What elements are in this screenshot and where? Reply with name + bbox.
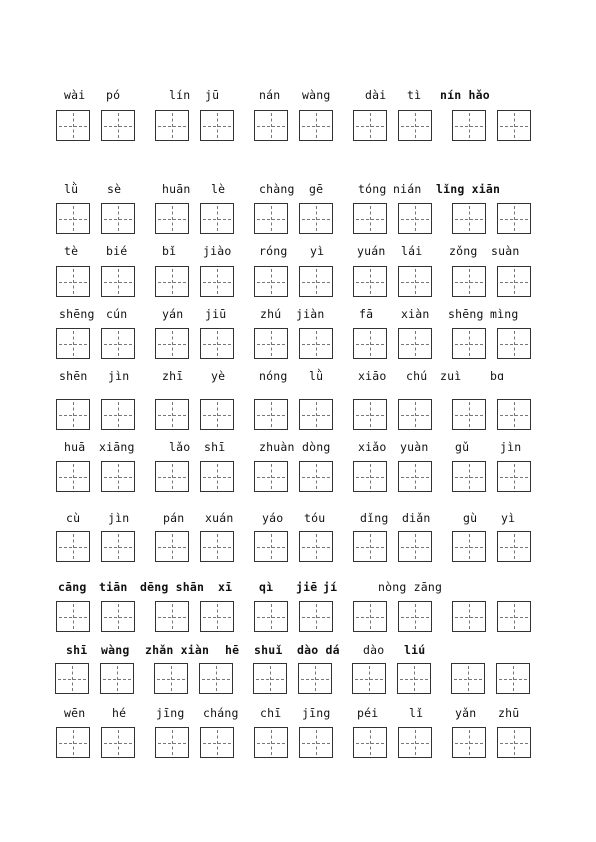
- pinyin-label: yuán: [357, 244, 386, 258]
- writing-box: [452, 203, 486, 234]
- writing-box: [352, 663, 386, 694]
- writing-box: [101, 110, 135, 141]
- writing-box: [199, 663, 233, 694]
- pinyin-label: wàng: [302, 88, 331, 102]
- pinyin-label: dǐng: [360, 511, 389, 525]
- writing-box: [56, 110, 90, 141]
- pinyin-label: yè: [211, 369, 226, 383]
- pinyin-label: zhuàn: [259, 440, 295, 454]
- writing-box: [452, 727, 486, 758]
- writing-box: [299, 461, 333, 492]
- pinyin-label: tiān: [99, 580, 128, 594]
- writing-box: [254, 727, 288, 758]
- writing-box: [56, 203, 90, 234]
- writing-box: [398, 727, 432, 758]
- writing-box: [299, 531, 333, 562]
- writing-box: [497, 727, 531, 758]
- pinyin-label: jìn: [108, 511, 130, 525]
- writing-box: [101, 328, 135, 359]
- writing-box: [353, 727, 387, 758]
- pinyin-label: jiē: [296, 580, 318, 594]
- pinyin-label: zhū: [498, 706, 520, 720]
- pinyin-label: yǎn: [455, 706, 477, 720]
- pinyin-label: pó: [106, 88, 121, 102]
- pinyin-label: jū: [205, 88, 220, 102]
- writing-box: [254, 531, 288, 562]
- pinyin-label: zhǎn xiàn: [145, 643, 210, 657]
- writing-box: [56, 266, 90, 297]
- writing-box: [353, 531, 387, 562]
- pinyin-label: huān: [162, 182, 191, 196]
- pinyin-label: wàng: [101, 643, 130, 657]
- writing-box: [254, 328, 288, 359]
- writing-box: [452, 461, 486, 492]
- pinyin-label: xiàn: [401, 307, 430, 321]
- pinyin-label: shī: [204, 440, 226, 454]
- writing-box: [55, 663, 89, 694]
- pinyin-label: jiū: [205, 307, 227, 321]
- pinyin-label: cù: [66, 511, 81, 525]
- pinyin-label: yì: [310, 244, 325, 258]
- writing-box: [451, 663, 485, 694]
- pinyin-label: chī: [260, 706, 282, 720]
- writing-box: [56, 727, 90, 758]
- writing-box: [398, 399, 432, 430]
- pinyin-label: dào: [363, 643, 385, 657]
- pinyin-label: jìn: [108, 369, 130, 383]
- writing-box: [56, 601, 90, 632]
- writing-box: [452, 399, 486, 430]
- pinyin-label: suàn: [491, 244, 520, 258]
- pinyin-label: dòng: [302, 440, 331, 454]
- pinyin-label: gǔ: [455, 440, 470, 454]
- writing-box: [398, 266, 432, 297]
- writing-box: [398, 531, 432, 562]
- writing-box: [452, 266, 486, 297]
- pinyin-label: jí: [323, 580, 338, 594]
- writing-box: [298, 663, 332, 694]
- pinyin-label: xiāo: [358, 369, 387, 383]
- pinyin-label: cāng: [58, 580, 87, 594]
- writing-box: [154, 663, 188, 694]
- writing-box: [452, 601, 486, 632]
- pinyin-label: gù: [463, 511, 478, 525]
- pinyin-label: hé: [112, 706, 127, 720]
- writing-box: [200, 601, 234, 632]
- pinyin-label: lǎo: [169, 440, 191, 454]
- pinyin-label: liú: [404, 643, 426, 657]
- writing-box: [353, 601, 387, 632]
- writing-box: [56, 399, 90, 430]
- writing-box: [254, 203, 288, 234]
- pinyin-label: róng: [259, 244, 288, 258]
- pinyin-label: chàng: [259, 182, 295, 196]
- writing-box: [353, 266, 387, 297]
- writing-box: [253, 663, 287, 694]
- pinyin-label: bɑ: [490, 369, 505, 383]
- pinyin-label: nóng: [259, 369, 288, 383]
- pinyin-label: huā: [64, 440, 86, 454]
- pinyin-label: dài: [365, 88, 387, 102]
- writing-box: [299, 601, 333, 632]
- pinyin-label: yáo: [262, 511, 284, 525]
- pinyin-label: dào dá: [297, 643, 340, 657]
- writing-box: [200, 727, 234, 758]
- writing-box: [353, 203, 387, 234]
- writing-box: [254, 110, 288, 141]
- pinyin-label: gē: [309, 182, 324, 196]
- writing-box: [56, 328, 90, 359]
- writing-box: [155, 461, 189, 492]
- writing-box: [397, 663, 431, 694]
- pinyin-label: lǐ: [409, 706, 424, 720]
- pinyin-label: fā: [359, 307, 374, 321]
- writing-box: [101, 601, 135, 632]
- pinyin-label: lín: [169, 88, 191, 102]
- writing-box: [155, 531, 189, 562]
- writing-box: [353, 399, 387, 430]
- writing-box: [254, 266, 288, 297]
- pinyin-label: jiàn: [296, 307, 325, 321]
- pinyin-label: tóng: [358, 182, 387, 196]
- writing-box: [353, 110, 387, 141]
- writing-box: [452, 110, 486, 141]
- writing-box: [496, 663, 530, 694]
- pinyin-label: shēn: [59, 369, 88, 383]
- pinyin-label: cháng: [203, 706, 239, 720]
- pinyin-label: xiāng: [99, 440, 135, 454]
- pinyin-label: zhú: [260, 307, 282, 321]
- pinyin-label: zuì: [440, 369, 462, 383]
- pinyin-label: diǎn: [402, 511, 431, 525]
- writing-box: [497, 531, 531, 562]
- writing-box: [155, 110, 189, 141]
- writing-box: [299, 203, 333, 234]
- writing-box: [200, 328, 234, 359]
- pinyin-label: jīng: [302, 706, 331, 720]
- writing-box: [101, 399, 135, 430]
- pinyin-label: lǜ: [64, 182, 79, 196]
- writing-box: [200, 531, 234, 562]
- writing-box: [299, 110, 333, 141]
- pinyin-label: pán: [163, 511, 185, 525]
- pinyin-label: tóu: [304, 511, 326, 525]
- pinyin-label: lè: [211, 182, 226, 196]
- writing-box: [398, 461, 432, 492]
- pinyin-label: nín hǎo: [440, 88, 490, 102]
- pinyin-label: hē: [225, 643, 240, 657]
- pinyin-label: jiào: [203, 244, 232, 258]
- writing-box: [398, 328, 432, 359]
- pinyin-label: yuàn: [400, 440, 429, 454]
- pinyin-label: qì: [259, 580, 274, 594]
- writing-box: [497, 110, 531, 141]
- pinyin-label: xī: [218, 580, 233, 594]
- writing-box: [299, 266, 333, 297]
- writing-box: [200, 110, 234, 141]
- pinyin-label: bié: [106, 244, 128, 258]
- pinyin-label: lǜ: [309, 369, 324, 383]
- writing-box: [299, 727, 333, 758]
- writing-box: [155, 601, 189, 632]
- pinyin-label: péi: [357, 706, 379, 720]
- writing-box: [353, 461, 387, 492]
- writing-box: [398, 110, 432, 141]
- writing-box: [155, 399, 189, 430]
- pinyin-label: yì: [501, 511, 516, 525]
- writing-box: [155, 727, 189, 758]
- pinyin-label: lǐng xiān: [436, 182, 501, 196]
- pinyin-label: lái: [401, 244, 423, 258]
- writing-box: [101, 203, 135, 234]
- writing-box: [200, 203, 234, 234]
- pinyin-label: wài: [64, 88, 86, 102]
- writing-box: [299, 328, 333, 359]
- writing-box: [101, 727, 135, 758]
- pinyin-label: wēn: [64, 706, 86, 720]
- writing-box: [497, 461, 531, 492]
- writing-box: [398, 203, 432, 234]
- writing-box: [101, 531, 135, 562]
- pinyin-label: nán: [259, 88, 281, 102]
- writing-box: [254, 601, 288, 632]
- pinyin-label: nián: [393, 182, 422, 196]
- writing-box: [56, 531, 90, 562]
- writing-box: [200, 399, 234, 430]
- pinyin-label: sè: [107, 182, 122, 196]
- pinyin-label: mìng: [490, 307, 519, 321]
- pinyin-label: xiǎo: [358, 440, 387, 454]
- pinyin-label: tè: [64, 244, 79, 258]
- pinyin-label: jìn: [500, 440, 522, 454]
- writing-box: [497, 266, 531, 297]
- writing-box: [254, 461, 288, 492]
- writing-box: [254, 399, 288, 430]
- pinyin-label: shuǐ: [254, 643, 283, 657]
- writing-box: [200, 266, 234, 297]
- writing-box: [155, 328, 189, 359]
- writing-box: [155, 203, 189, 234]
- pinyin-label: dēng shān: [140, 580, 205, 594]
- writing-box: [155, 266, 189, 297]
- writing-box: [200, 461, 234, 492]
- pinyin-label: nòng zāng: [378, 580, 443, 594]
- writing-box: [299, 399, 333, 430]
- pinyin-label: tì: [407, 88, 422, 102]
- pinyin-label: bǐ: [162, 244, 177, 258]
- writing-box: [452, 531, 486, 562]
- pinyin-label: shēng: [448, 307, 484, 321]
- writing-box: [497, 203, 531, 234]
- writing-box: [353, 328, 387, 359]
- pinyin-label: shī: [66, 643, 88, 657]
- writing-box: [101, 461, 135, 492]
- writing-box: [452, 328, 486, 359]
- writing-box: [398, 601, 432, 632]
- writing-box: [100, 663, 134, 694]
- pinyin-label: xuán: [205, 511, 234, 525]
- pinyin-label: yán: [162, 307, 184, 321]
- writing-box: [497, 601, 531, 632]
- pinyin-label: shēng: [59, 307, 95, 321]
- pinyin-label: zǒng: [449, 244, 478, 258]
- writing-box: [497, 399, 531, 430]
- pinyin-label: chú: [406, 369, 428, 383]
- writing-box: [56, 461, 90, 492]
- writing-box: [497, 328, 531, 359]
- writing-box: [101, 266, 135, 297]
- pinyin-label: zhī: [162, 369, 184, 383]
- pinyin-label: jīng: [156, 706, 185, 720]
- pinyin-label: cún: [106, 307, 128, 321]
